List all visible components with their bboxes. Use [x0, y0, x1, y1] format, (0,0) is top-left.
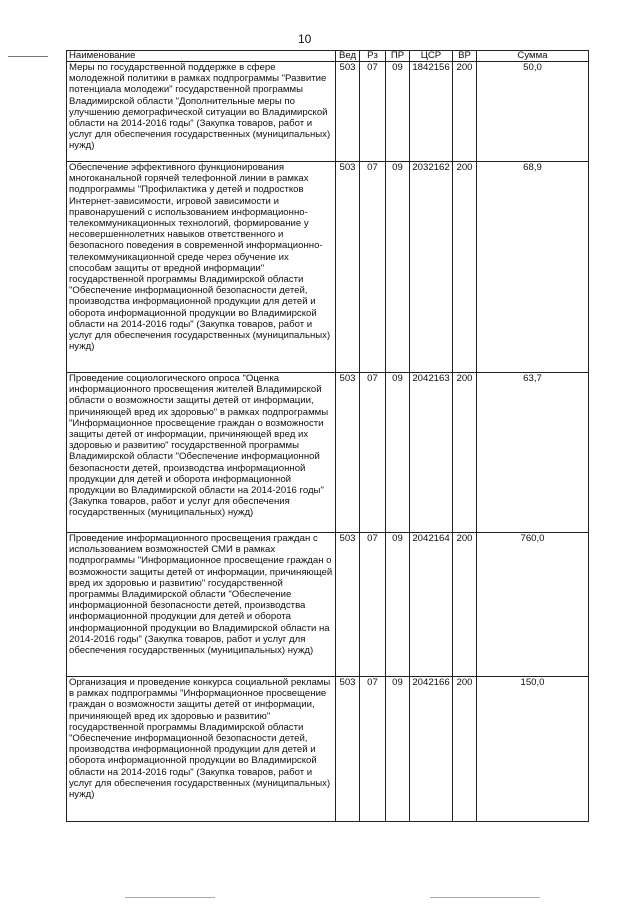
row-csr: 2042164: [410, 533, 453, 677]
header-sum: Сумма: [477, 51, 589, 62]
header-vr: ВР: [453, 51, 477, 62]
row-pr: 09: [386, 373, 410, 533]
table-row: [67, 162, 589, 373]
table-row: [67, 62, 589, 162]
row-csr: 2032162: [410, 162, 453, 373]
row-ved: 503: [336, 62, 360, 162]
header-ved: Вед: [336, 51, 360, 62]
page-number: 10: [298, 32, 312, 46]
scan-edge-mark: [430, 897, 540, 898]
row-csr: 2042163: [410, 373, 453, 533]
row-rz: 07: [360, 162, 386, 373]
row-vr: 200: [453, 533, 477, 677]
row-csr: 1842156: [410, 62, 453, 162]
table-header-row: [67, 51, 589, 62]
row-rz: 07: [360, 62, 386, 162]
row-ved: 503: [336, 373, 360, 533]
row-ved: 503: [336, 533, 360, 677]
table-row: [67, 677, 589, 822]
row-vr: 200: [453, 373, 477, 533]
header-rz: Рз: [360, 51, 386, 62]
header-pr: ПР: [386, 51, 410, 62]
row-rz: 07: [360, 373, 386, 533]
scan-edge-mark: [125, 897, 215, 898]
row-sum: 760,0: [477, 533, 589, 677]
row-name: Обеспечение эффективного функционирования многоканальной горячей телефонной линии в рамках подпрограммы "Профилактика у детей и подростков Интернет-зависимости, игровой зависимости и правонарушений с использованием информационно-телекоммуникационных технологий, формирование у несовершеннолетних навыков ответственного и безопасного поведения в современной информационно-телекоммуникационной среде через обучение их способам защиты от вредной информации" государственной программы Владимирской области "Обеспечение информационной безопасности детей, производства информационной продукции для детей и оборота информационной продукции во Владимирской области на 2014-2016 годы" (Закупка товаров, работ и услуг для обеспечения государственных (муниципальных) нужд): [67, 162, 336, 373]
row-ved: 503: [336, 162, 360, 373]
row-pr: 09: [386, 162, 410, 373]
row-name: Проведение социологического опроса "Оценка информационного просвещения жителей Владимирской области о возможности защиты детей от информации, причиняющей вред их здоровью" в рамках подпрограммы "Информационное просвещение граждан о возможности защиты детей от информации, причиняющей вред их здоровью и развитию" государственной программы Владимирской области "Обеспечение информационной безопасности детей, производства информационной продукции для детей и оборота информационной продукции во Владимирской области на 2014-2016 годы" (Закупка товаров, работ и услуг для обеспечения государственных (муниципальных) нужд): [67, 373, 336, 533]
row-csr: 2042166: [410, 677, 453, 822]
row-pr: 09: [386, 677, 410, 822]
header-csr: ЦСР: [410, 51, 453, 62]
row-sum: 63,7: [477, 373, 589, 533]
row-vr: 200: [453, 62, 477, 162]
table-row: [67, 373, 589, 533]
budget-table: [66, 50, 589, 822]
scan-edge-mark: [8, 56, 48, 57]
row-name: Проведение информационного просвещения граждан с использованием возможностей СМИ в рамках подпрограммы "Информационное просвещение граждан о возможности защиты детей от информации, причиняющей вред их здоровью и развитию" государственной программы Владимирской области "Обеспечение информационной безопасности детей, производства информационной продукции для детей и оборота информационной продукции во Владимирской области на 2014-2016 годы" (Закупка товаров, работ и услуг для обеспечения государственных (муниципальных) нужд): [67, 533, 336, 677]
row-vr: 200: [453, 677, 477, 822]
row-rz: 07: [360, 677, 386, 822]
row-sum: 68,9: [477, 162, 589, 373]
table-row: [67, 533, 589, 677]
header-name: Наименование: [67, 51, 336, 62]
row-name: Меры по государственной поддержке в сфере молодежной политики в рамках подпрограммы "Развитие потенциала молодежи" государственной программы Владимирской области "Дополнительные меры по улучшению демографической ситуации во Владимирской области на 2014-2016 годы" (Закупка товаров, работ и услуг для обеспечения государственных (муниципальных) нужд): [67, 62, 336, 162]
row-rz: 07: [360, 533, 386, 677]
row-name: Организация и проведение конкурса социальной рекламы в рамках подпрограммы "Информационное просвещение граждан о возможности защиты детей от информации, причиняющей вред их здоровью и развитию" государственной программы Владимирской области "Обеспечение информационной безопасности детей, производства информационной продукции для детей и оборота информационной продукции во Владимирской области на 2014-2016 годы" (Закупка товаров, работ и услуг для обеспечения государственных (муниципальных) нужд): [67, 677, 336, 822]
row-sum: 150,0: [477, 677, 589, 822]
row-pr: 09: [386, 533, 410, 677]
row-ved: 503: [336, 677, 360, 822]
row-vr: 200: [453, 162, 477, 373]
row-pr: 09: [386, 62, 410, 162]
row-sum: 50,0: [477, 62, 589, 162]
